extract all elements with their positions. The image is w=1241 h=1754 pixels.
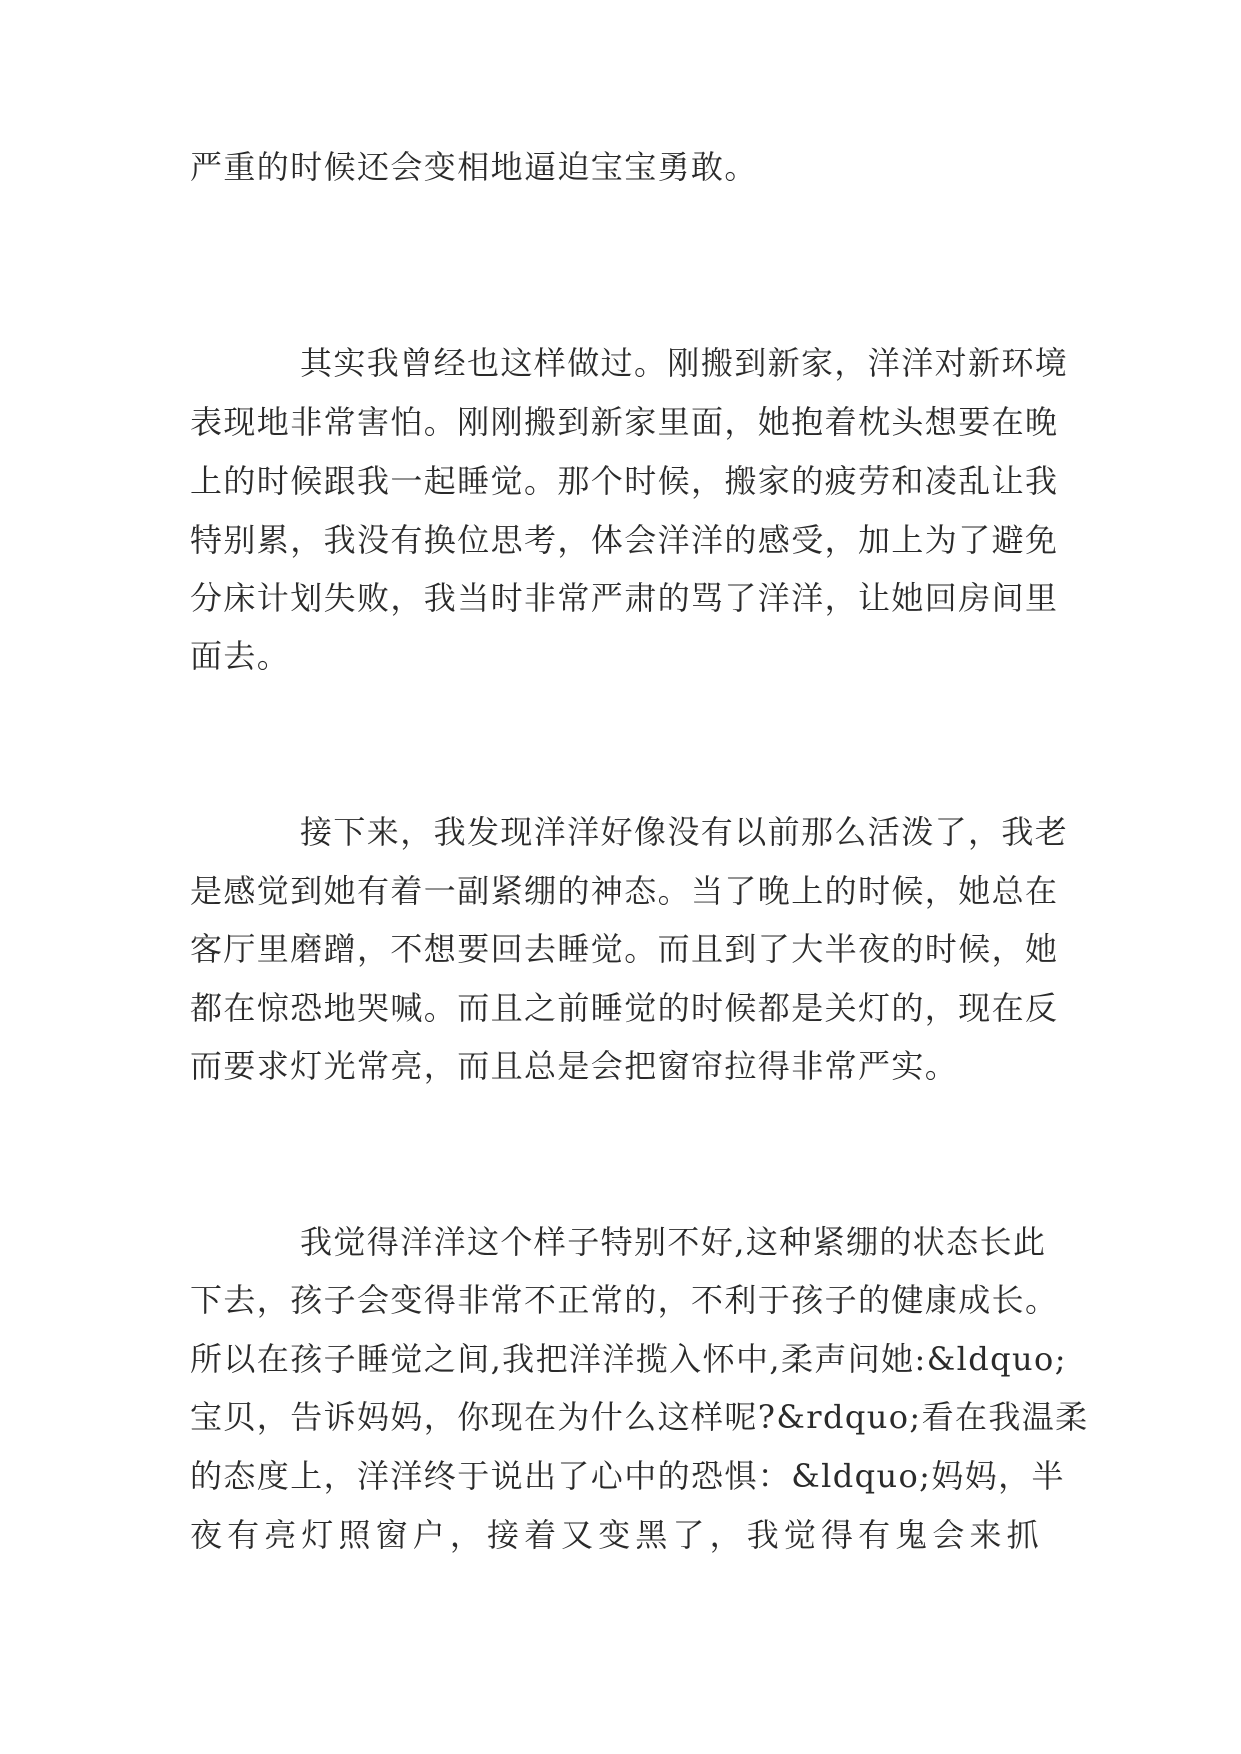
text-line: 面去。 (190, 637, 291, 675)
text-line: 我觉得洋洋这个样子特别不好,这种紧绷的状态长此 (300, 1223, 1047, 1261)
text-line: 接下来，我发现洋洋好像没有以前那么活泼了，我老 (300, 813, 1069, 851)
text-line: 表现地非常害怕。刚刚搬到新家里面，她抱着枕头想要在晚 (190, 403, 1059, 441)
text-line: 的态度上，洋洋终于说出了心中的恐惧：&ldquo;妈妈，半 (190, 1457, 1065, 1495)
text-line: 都在惊恐地哭喊。而且之前睡觉的时候都是关灯的，现在反 (190, 989, 1059, 1027)
text-line: 下去，孩子会变得非常不正常的，不利于孩子的健康成长。 (190, 1281, 1059, 1319)
text-line: 是感觉到她有着一副紧绷的神态。当了晚上的时候，她总在 (190, 872, 1059, 910)
text-line: 所以在孩子睡觉之间,我把洋洋揽入怀中,柔声问她:&ldquo; (190, 1340, 1067, 1378)
text-line: 客厅里磨蹭，不想要回去睡觉。而且到了大半夜的时候，她 (190, 930, 1059, 968)
text-line: 宝贝，告诉妈妈，你现在为什么这样呢?&rdquo;看在我温柔 (190, 1398, 1089, 1436)
text-line: 分床计划失败，我当时非常严肃的骂了洋洋，让她回房间里 (190, 579, 1059, 617)
text-line: 严重的时候还会变相地逼迫宝宝勇敢。 (190, 148, 758, 186)
text-line: 夜有亮灯照窗户，接着又变黑了，我觉得有鬼会来抓 (190, 1516, 1040, 1554)
text-line: 其实我曾经也这样做过。刚搬到新家，洋洋对新环境 (300, 344, 1069, 382)
text-line: 上的时候跟我一起睡觉。那个时候，搬家的疲劳和凌乱让我 (190, 462, 1059, 500)
text-line: 而要求灯光常亮，而且总是会把窗帘拉得非常严实。 (190, 1047, 959, 1085)
text-line: 特别累，我没有换位思考，体会洋洋的感受，加上为了避免 (190, 521, 1059, 559)
